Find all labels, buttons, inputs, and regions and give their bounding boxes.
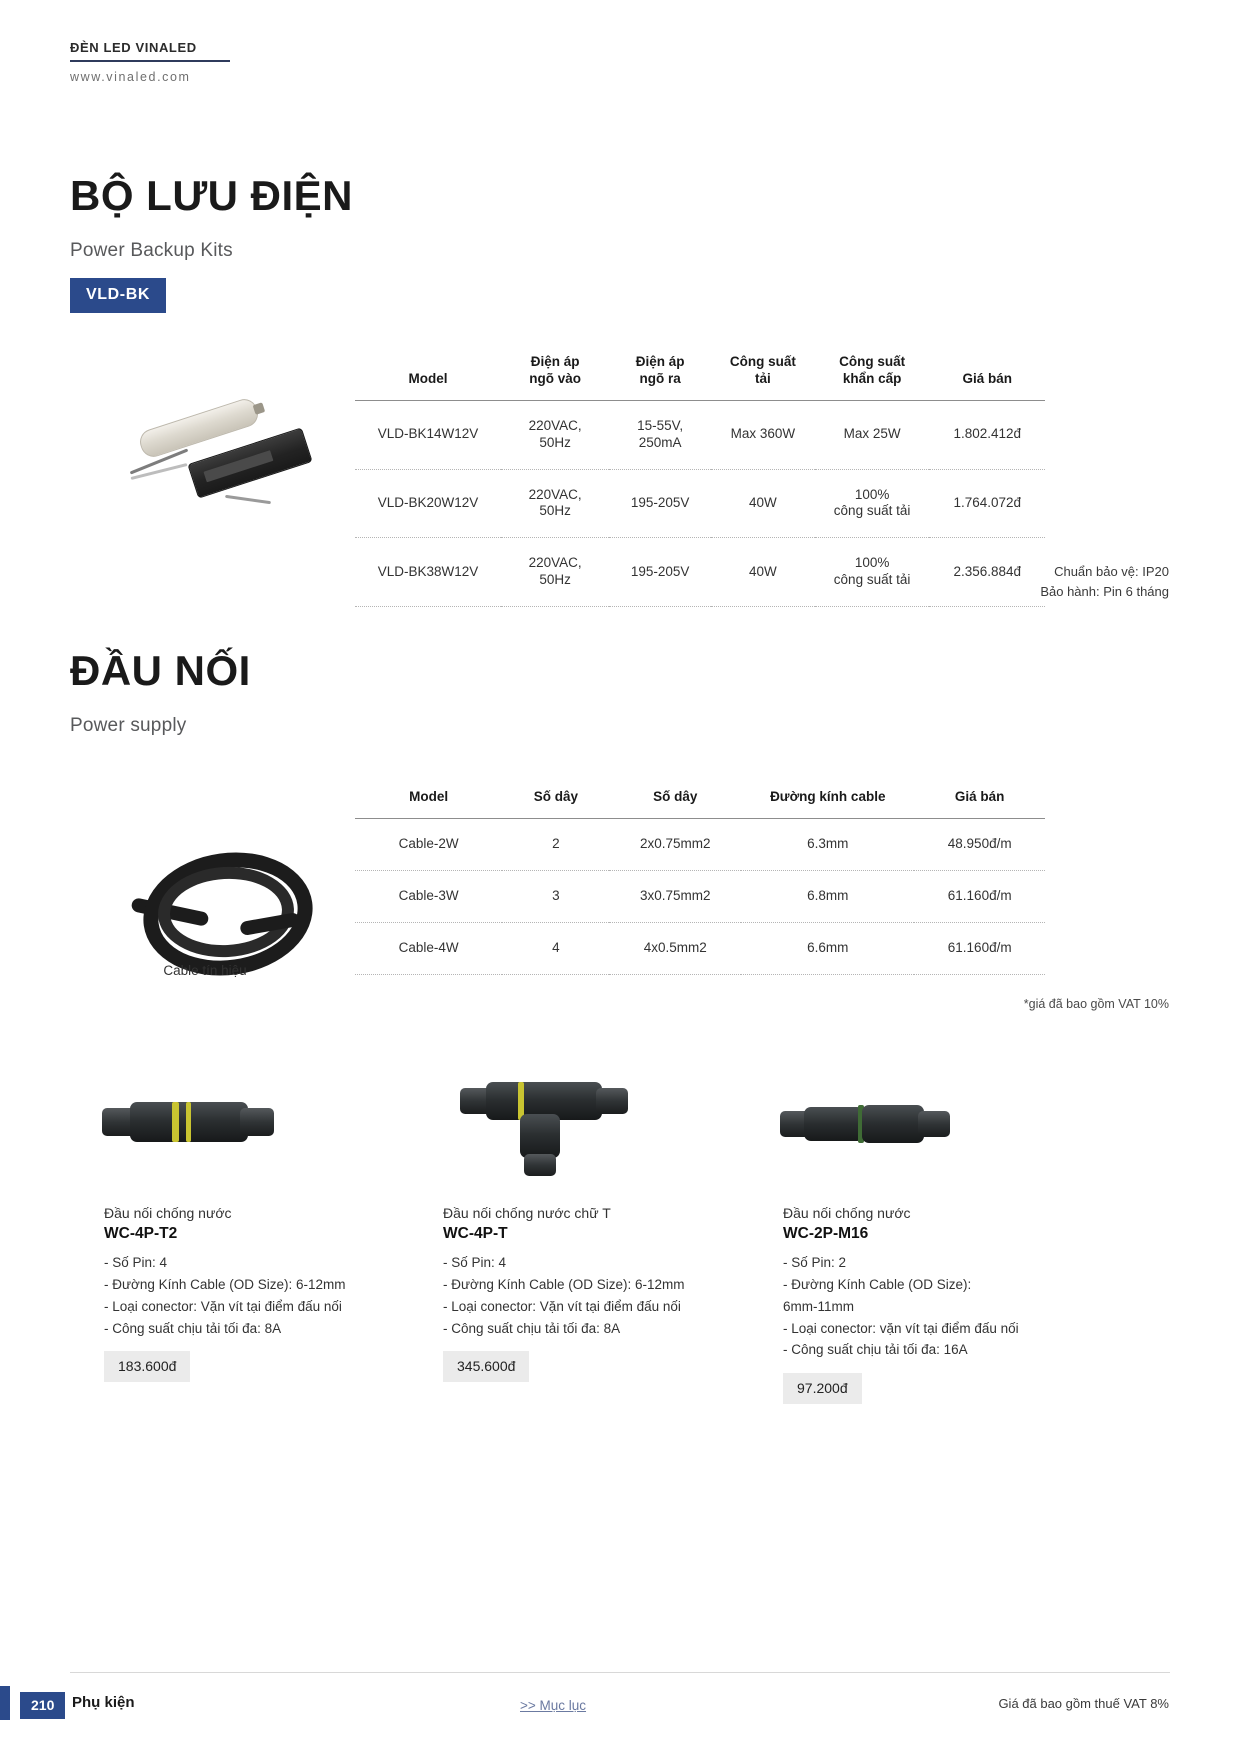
cell-model: VLD-BK38W12V bbox=[377, 563, 479, 579]
power-backup-notes bbox=[769, 562, 1169, 601]
column-header-cable-diameter: Đường kính cable bbox=[770, 789, 886, 804]
connector-image-wc-2p-m16 bbox=[780, 1085, 960, 1175]
table-header-row bbox=[355, 350, 1045, 400]
page-edge-marker bbox=[0, 1686, 10, 1720]
product-specs bbox=[783, 1252, 1113, 1361]
connector-cap-right bbox=[240, 1108, 274, 1136]
product-block-wc-4p-t2 bbox=[104, 1205, 434, 1382]
wire-illustration-3 bbox=[225, 495, 271, 504]
cell-emergency-power: 100% công suất tải bbox=[833, 486, 911, 519]
cell-model: VLD-BK14W12V bbox=[377, 426, 479, 442]
vat-note-cable: *giá đã bao gồm VAT 10% bbox=[1023, 997, 1169, 1011]
connector-body-left bbox=[804, 1107, 864, 1141]
cell-output-voltage: 195-205V bbox=[630, 494, 690, 510]
column-header-price: Giá bán bbox=[962, 370, 1012, 386]
product-code-badge-vld-bk: VLD-BK bbox=[70, 278, 166, 313]
cell-price: 2.356.884đ bbox=[953, 563, 1022, 579]
table-of-contents-link[interactable]: >> Mục lục bbox=[520, 1698, 587, 1713]
product-specs bbox=[104, 1252, 434, 1339]
section-title-power-backup: BỘ LƯU ĐIỆN bbox=[70, 172, 354, 219]
cell-input-voltage: 220VAC, 50Hz bbox=[528, 555, 582, 588]
spec-line: - Đường Kính Cable (OD Size): 6-12mm bbox=[104, 1276, 346, 1292]
cell-cable-diameter: 6.6mm bbox=[807, 939, 849, 955]
cell-load-power: 40W bbox=[748, 494, 777, 510]
page-category: Phụ kiện bbox=[72, 1694, 135, 1711]
product-price: 183.600đ bbox=[104, 1351, 190, 1382]
spec-line: - Số Pin: 4 bbox=[104, 1255, 168, 1270]
cell-price: 48.950đ/m bbox=[947, 835, 1012, 851]
product-code: WC-2P-M16 bbox=[783, 1225, 869, 1242]
cell-cable-diameter: 6.8mm bbox=[807, 887, 849, 903]
spec-line: - Công suất chịu tải tối đa: 8A bbox=[104, 1320, 282, 1336]
table-row bbox=[355, 818, 1045, 870]
cell-wire-count: 2 bbox=[552, 835, 560, 851]
table-row bbox=[355, 870, 1045, 922]
column-header-emergency-power: Công suất khẩn cấp bbox=[839, 354, 906, 386]
spec-line: 6mm-11mm bbox=[783, 1298, 855, 1314]
battery-tip bbox=[253, 402, 266, 415]
column-header-output-voltage: Điện áp ngõ ra bbox=[635, 354, 685, 386]
spec-line: - Công suất chịu tải tối đa: 16A bbox=[783, 1342, 968, 1358]
cell-emergency-power: Max 25W bbox=[843, 426, 901, 442]
cell-load-power: 40W bbox=[748, 563, 777, 579]
table-header-row bbox=[355, 785, 1045, 818]
cell-wire-count: 4 bbox=[552, 939, 560, 955]
cell-wire-size: 2x0.75mm2 bbox=[640, 835, 711, 851]
spec-line: - Công suất chịu tải tối đa: 8A bbox=[443, 1320, 621, 1336]
spec-line: - Đường Kính Cable (OD Size): bbox=[783, 1276, 972, 1292]
signal-cable-caption: Cable tín hiệu bbox=[163, 963, 247, 978]
product-description: Đầu nối chống nước chữ T bbox=[443, 1205, 611, 1221]
section-title-power-supply: ĐẦU NỐI bbox=[70, 647, 251, 694]
cell-output-voltage: 15-55V, 250mA bbox=[637, 417, 684, 450]
cell-model: VLD-BK20W12V bbox=[377, 494, 479, 510]
column-header-wire-size: Số dây bbox=[653, 789, 698, 804]
cell-cable-diameter: 6.3mm bbox=[807, 835, 849, 851]
column-header-wire-count: Số dây bbox=[533, 789, 578, 804]
product-block-wc-4p-t bbox=[443, 1205, 773, 1382]
cell-price: 1.802.412đ bbox=[953, 426, 1022, 442]
power-supply-spec-table bbox=[355, 785, 1045, 975]
column-header-price: Giá bán bbox=[954, 789, 1005, 804]
connector-ring-2 bbox=[186, 1102, 191, 1142]
product-block-wc-2p-m16 bbox=[783, 1205, 1113, 1404]
signal-cable-image bbox=[125, 845, 355, 955]
cell-price: 61.160đ/m bbox=[947, 887, 1012, 903]
brand-url: www.vinaled.com bbox=[70, 70, 191, 84]
page-number: 210 bbox=[20, 1692, 65, 1719]
spec-line: - Loại conector: Vặn vít tại điểm đấu nối bbox=[443, 1298, 681, 1314]
connector-image-wc-4p-t bbox=[460, 1070, 640, 1180]
spec-line: - Số Pin: 4 bbox=[443, 1255, 507, 1270]
page-header bbox=[70, 40, 470, 84]
table-row bbox=[355, 469, 1045, 538]
column-header-model: Model bbox=[409, 789, 449, 804]
spec-line: - Loại conector: vặn vít tại điểm đấu nối bbox=[783, 1320, 1019, 1336]
cell-wire-count: 3 bbox=[552, 887, 560, 903]
product-price: 97.200đ bbox=[783, 1373, 862, 1404]
column-header-model: Model bbox=[408, 370, 448, 386]
wire-illustration-2 bbox=[130, 463, 187, 480]
driver-label bbox=[203, 450, 273, 482]
connector-body-right bbox=[862, 1105, 924, 1143]
cell-wire-size: 3x0.75mm2 bbox=[640, 887, 711, 903]
cell-model: Cable-2W bbox=[398, 835, 459, 851]
cell-load-power: Max 360W bbox=[730, 426, 796, 442]
cell-output-voltage: 195-205V bbox=[630, 563, 690, 579]
footer-vat-note: Giá đã bao gồm thuế VAT 8% bbox=[998, 1696, 1169, 1711]
cell-model: Cable-3W bbox=[398, 887, 459, 903]
product-specs bbox=[443, 1252, 773, 1339]
connector-cap-right bbox=[918, 1111, 950, 1137]
section-subtitle-power-backup: Power Backup Kits bbox=[70, 240, 233, 261]
brand-name: ĐÈN LED VINALED bbox=[70, 40, 197, 55]
cell-input-voltage: 220VAC, 50Hz bbox=[528, 417, 582, 450]
cell-input-voltage: 220VAC, 50Hz bbox=[528, 486, 582, 519]
section-subtitle-power-supply: Power supply bbox=[70, 715, 187, 736]
note-protection-standard: Chuẩn bảo vệ: IP20 bbox=[1054, 564, 1169, 579]
cell-price: 61.160đ/m bbox=[947, 939, 1012, 955]
connector-ring bbox=[172, 1102, 179, 1142]
cell-wire-size: 4x0.5mm2 bbox=[643, 939, 707, 955]
cell-price: 1.764.072đ bbox=[953, 494, 1022, 510]
product-price: 345.600đ bbox=[443, 1351, 529, 1382]
product-description: Đầu nối chống nước bbox=[783, 1205, 911, 1221]
cell-emergency-power: 100% công suất tải bbox=[833, 555, 911, 588]
footer-divider bbox=[70, 1672, 1170, 1673]
column-header-load-power: Công suất tải bbox=[729, 354, 796, 386]
spec-line: - Loại conector: Vặn vít tại điểm đấu nối bbox=[104, 1298, 342, 1314]
spec-line: - Số Pin: 2 bbox=[783, 1255, 847, 1270]
connector-cap-bottom bbox=[524, 1154, 556, 1176]
note-warranty: Bảo hành: Pin 6 tháng bbox=[1040, 583, 1169, 599]
column-header-input-voltage: Điện áp ngõ vào bbox=[529, 354, 582, 386]
table-row bbox=[355, 400, 1045, 469]
spec-line: - Đường Kính Cable (OD Size): 6-12mm bbox=[443, 1276, 685, 1292]
table-row bbox=[355, 922, 1045, 974]
power-backup-product-image bbox=[120, 390, 350, 520]
cell-model: Cable-4W bbox=[398, 939, 459, 955]
connector-body-vertical bbox=[520, 1114, 560, 1158]
product-code: WC-4P-T bbox=[443, 1225, 508, 1242]
product-code: WC-4P-T2 bbox=[104, 1225, 178, 1242]
connector-cap-right bbox=[596, 1088, 628, 1114]
connector-image-wc-4p-t2 bbox=[100, 1080, 280, 1170]
product-description: Đầu nối chống nước bbox=[104, 1205, 232, 1221]
